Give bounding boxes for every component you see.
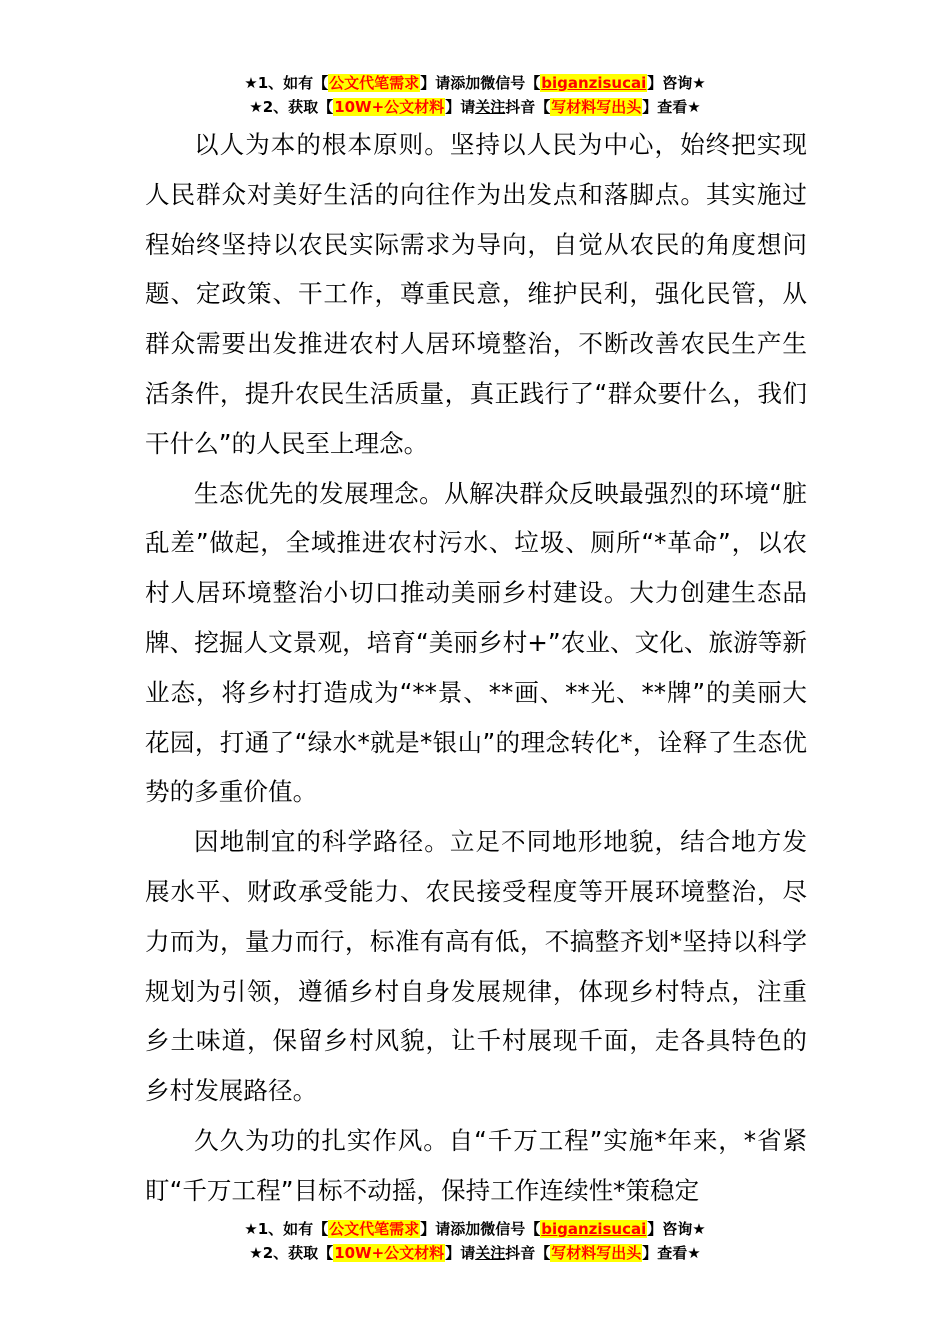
header-line2-prefix: ★2、获取【	[249, 98, 334, 116]
footer-line1-prefix: ★1、如有【	[244, 1220, 329, 1238]
footer-line2-suffix: 】查看★	[642, 1244, 701, 1262]
header-line-1	[0, 72, 950, 96]
header-line2-suffix: 】查看★	[642, 98, 701, 116]
douyin-account-highlight[interactable]: 写材料写出头	[551, 98, 642, 116]
header-line1-suffix: 】咨询★	[647, 74, 706, 92]
footer-line2-prefix: ★2、获取【	[249, 1244, 334, 1262]
header-line2-middle2: 抖音【	[505, 98, 551, 116]
header-line-2	[0, 96, 950, 120]
paragraph-local-conditions: 因地制宜的科学路径。立足不同地形地貌，结合地方发展水平、财政承受能力、农民接受程度等开展环境整治，尽力而为，量力而行，标准有高有低，不搞整齐划*坚持以科学规划为引领，遵循乡村自身发展规律，体现乡村特点，注重乡土味道，保留乡村风貌，让千村展现千面，走各具特色的乡村发展路径。	[145, 827, 807, 1106]
footer-line-2	[0, 1242, 950, 1266]
footer-douyin-account-highlight[interactable]: 写材料写出头	[551, 1244, 642, 1262]
footer-line2-middle1: 】请	[445, 1244, 476, 1262]
footer-wechat-id-link[interactable]: biganzisucai	[541, 1220, 647, 1238]
footer-line-1	[0, 1218, 950, 1242]
header-banner	[0, 72, 950, 120]
materials-highlight: 10W+公文材料	[334, 98, 445, 116]
footer-follow-link[interactable]: 关注	[475, 1244, 506, 1262]
paragraph-ecology-first: 生态优先的发展理念。从解决群众反映最强烈的环境“脏乱差”做起，全域推进农村污水、垃圾、厕所“*革命”，以农村人居环境整治小切口推动美丽乡村建设。大力创建生态品牌、挖掘人文景观，培育“美丽乡村+”农业、文化、旅游等新业态，将乡村打造成为“**景、**画、**光、**牌”的美丽大花园，打通了“绿水*就是*银山”的理念转化*，诠释了生态优势的多重价值。	[145, 478, 807, 807]
footer-banner	[0, 1218, 950, 1266]
header-line2-middle1: 】请	[445, 98, 476, 116]
footer-service-highlight: 公文代笔需求	[329, 1220, 420, 1238]
wechat-id-link[interactable]: biganzisucai	[541, 74, 647, 92]
paragraph-persistent-work: 久久为功的扎实作风。自“千万工程”实施*年来，*省紧盯“千万工程”目标不动摇，保持工作连续性*策稳定	[145, 1125, 807, 1205]
header-line1-prefix: ★1、如有【	[244, 74, 329, 92]
footer-line1-middle: 】请添加微信号【	[420, 1220, 541, 1238]
footer-line2-middle2: 抖音【	[505, 1244, 551, 1262]
service-highlight: 公文代笔需求	[329, 74, 420, 92]
paragraph-people-centered: 以人为本的根本原则。坚持以人民为中心，始终把实现人民群众对美好生活的向往作为出发点和落脚点。其实施过程始终坚持以农民实际需求为导向，自觉从农民的角度想问题、定政策、干工作，尊重民意，维护民利，强化民管，从群众需要出发推进农村人居环境整治，不断改善农民生产生活条件，提升农民生活质量，真正践行了“群众要什么，我们干什么”的人民至上理念。	[145, 130, 807, 458]
footer-materials-highlight: 10W+公文材料	[334, 1244, 445, 1262]
document-body	[145, 120, 807, 1216]
footer-line1-suffix: 】咨询★	[647, 1220, 706, 1238]
follow-link[interactable]: 关注	[475, 98, 506, 116]
header-line1-middle: 】请添加微信号【	[420, 74, 541, 92]
